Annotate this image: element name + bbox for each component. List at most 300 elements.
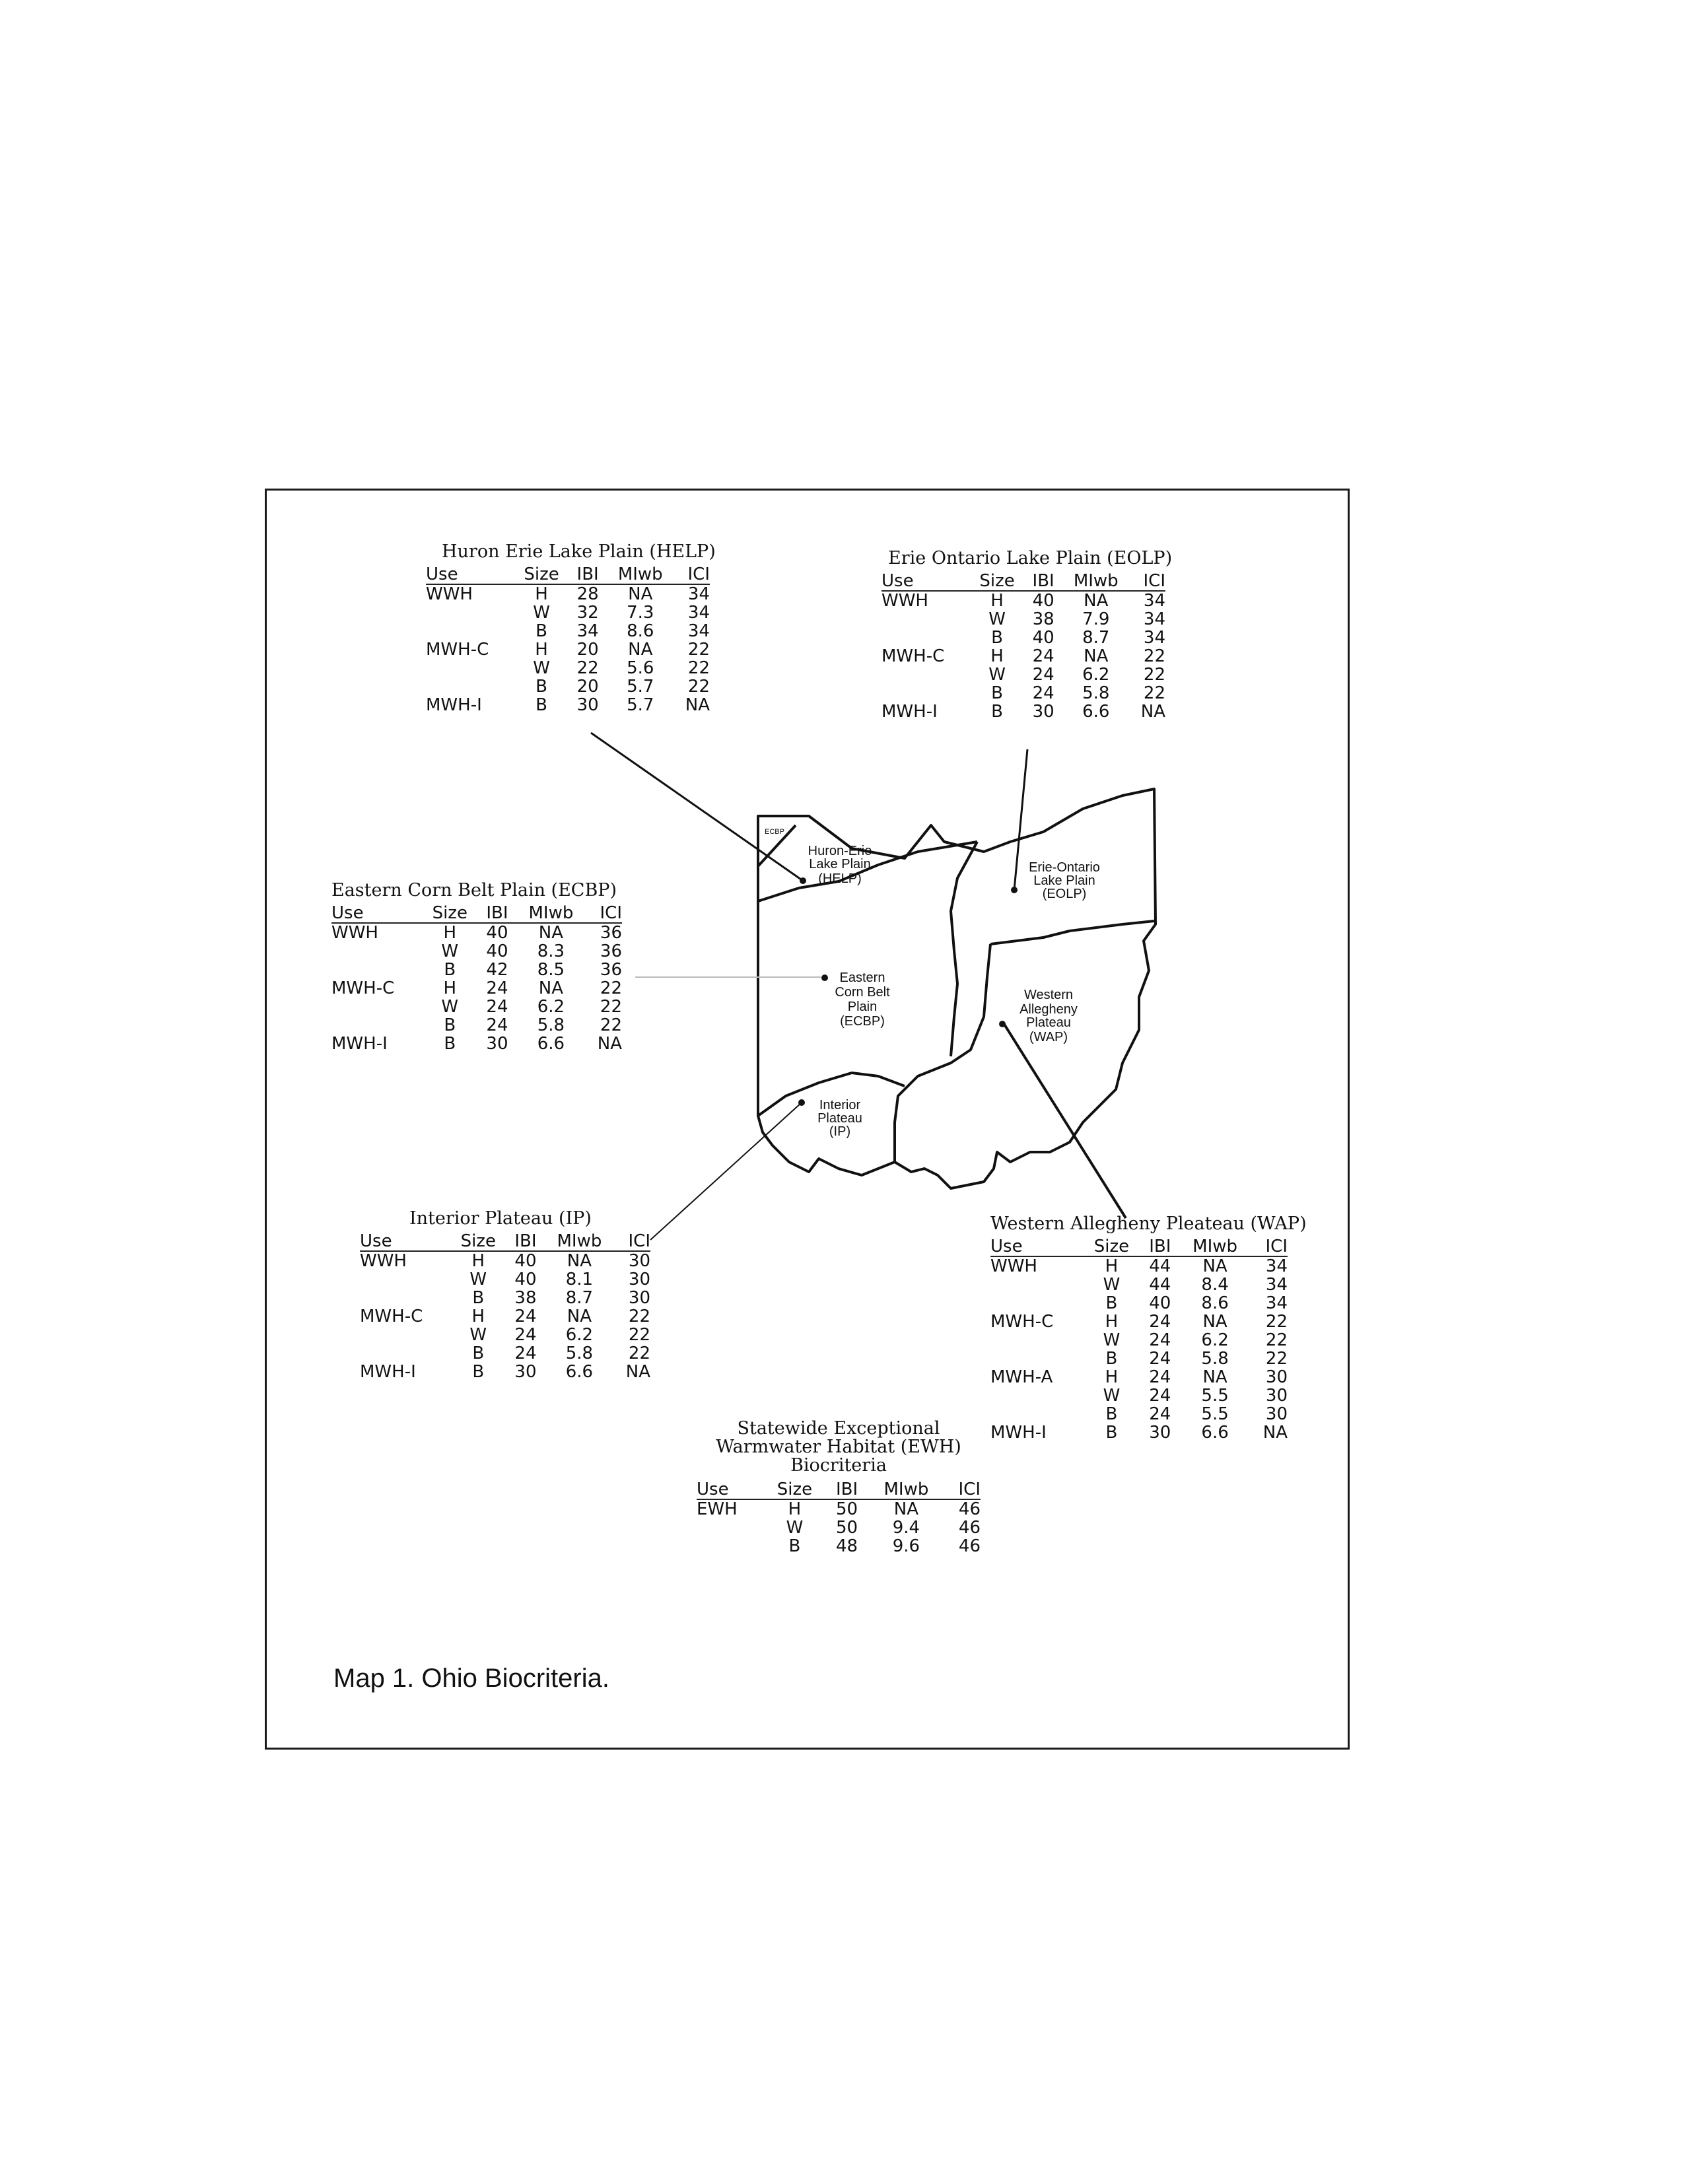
wap-boundary bbox=[895, 944, 990, 1162]
ecbp-title: Eastern Corn Belt Plain (ECBP) bbox=[331, 880, 617, 901]
cell-ici: 34 bbox=[1143, 591, 1165, 611]
cell-use: WWH bbox=[426, 584, 473, 604]
table-row bbox=[881, 684, 1165, 702]
wap-label-3: Plateau bbox=[1026, 1015, 1071, 1030]
cell-use bbox=[881, 684, 973, 702]
cell-ibi: 38 bbox=[514, 1288, 537, 1308]
cell-size: H bbox=[471, 1251, 485, 1271]
table-row bbox=[360, 1344, 650, 1363]
cell-size: B bbox=[991, 683, 1003, 703]
cell-size: H bbox=[535, 584, 548, 604]
wap-table-block bbox=[990, 1215, 1307, 1442]
wap-table bbox=[990, 1237, 1288, 1442]
table-row bbox=[360, 1289, 650, 1307]
cell-size: H bbox=[443, 978, 457, 998]
cell-ici: 22 bbox=[1143, 665, 1165, 685]
cell-ici: 30 bbox=[1265, 1386, 1288, 1406]
cell-ibi: 50 bbox=[836, 1518, 858, 1538]
cell-miwb: 6.6 bbox=[1201, 1423, 1229, 1443]
cell-ici: 22 bbox=[628, 1307, 650, 1326]
ecbp-label-2: Corn Belt bbox=[835, 985, 890, 1000]
cell-ici: 36 bbox=[600, 941, 622, 961]
ewh-table bbox=[697, 1480, 981, 1555]
table-row bbox=[881, 629, 1165, 647]
cell-ibi: 48 bbox=[836, 1536, 858, 1556]
cell-size: H bbox=[1105, 1367, 1119, 1387]
header-use: Use bbox=[426, 565, 517, 584]
cell-miwb: 8.1 bbox=[565, 1270, 594, 1289]
cell-ibi: 30 bbox=[576, 695, 599, 715]
table-row bbox=[360, 1251, 650, 1270]
cell-miwb: NA bbox=[538, 978, 564, 998]
cell-use bbox=[331, 1016, 425, 1035]
cell-size: B bbox=[1105, 1293, 1118, 1313]
ewh-title-line-1: Statewide Exceptional bbox=[737, 1418, 940, 1439]
cell-size: B bbox=[472, 1344, 485, 1363]
cell-size: B bbox=[536, 677, 547, 697]
cell-size: B bbox=[1105, 1423, 1118, 1443]
cell-ibi: 24 bbox=[1032, 646, 1054, 666]
cell-ibi: 24 bbox=[1149, 1312, 1171, 1332]
cell-ici: 22 bbox=[600, 1015, 622, 1035]
cell-miwb: NA bbox=[1202, 1367, 1227, 1387]
cell-use: WWH bbox=[881, 591, 928, 611]
cell-use bbox=[990, 1349, 1086, 1368]
cell-size: B bbox=[536, 695, 547, 715]
table-row bbox=[331, 923, 622, 942]
cell-miwb: 6.6 bbox=[537, 1034, 565, 1054]
table-row bbox=[331, 979, 622, 998]
table-row bbox=[331, 998, 622, 1016]
cell-use bbox=[360, 1344, 454, 1363]
cell-miwb: 9.6 bbox=[892, 1536, 920, 1556]
cell-miwb: 8.3 bbox=[537, 941, 565, 961]
cell-size: B bbox=[991, 702, 1003, 722]
table-row bbox=[426, 659, 710, 677]
cell-ibi: 50 bbox=[836, 1499, 858, 1519]
cell-ici: 22 bbox=[1143, 646, 1165, 666]
cell-size: W bbox=[1103, 1330, 1121, 1350]
header-ici: ICI bbox=[617, 1232, 650, 1251]
cell-miwb: 6.6 bbox=[565, 1362, 594, 1382]
cell-use: MWH-A bbox=[990, 1367, 1053, 1387]
cell-use: MWH-I bbox=[990, 1423, 1047, 1443]
cell-ici: 22 bbox=[628, 1344, 650, 1363]
cell-ici: 22 bbox=[1265, 1349, 1288, 1369]
cell-ici: 36 bbox=[600, 923, 622, 943]
ip-title: Interior Plateau (IP) bbox=[409, 1208, 592, 1229]
cell-miwb: 8.4 bbox=[1201, 1275, 1229, 1295]
table-row bbox=[990, 1256, 1288, 1276]
table-row bbox=[360, 1307, 650, 1326]
table-row bbox=[990, 1313, 1288, 1331]
cell-ibi: 20 bbox=[576, 677, 599, 697]
cell-use bbox=[990, 1294, 1086, 1313]
cell-size: B bbox=[788, 1536, 801, 1556]
cell-size: W bbox=[988, 609, 1006, 629]
cell-miwb: NA bbox=[567, 1251, 592, 1271]
cell-use: MWH-C bbox=[990, 1312, 1054, 1332]
header-size: Size bbox=[1086, 1237, 1144, 1256]
cell-ibi: 24 bbox=[514, 1307, 537, 1326]
cell-ibi: 44 bbox=[1149, 1275, 1171, 1295]
cell-use: MWH-C bbox=[331, 978, 395, 998]
table-row bbox=[881, 591, 1165, 610]
cell-ibi: 24 bbox=[486, 978, 508, 998]
table-row bbox=[697, 1519, 981, 1537]
header-use: Use bbox=[697, 1480, 767, 1499]
ewh-title-line-2: Warmwater Habitat (EWH) bbox=[716, 1437, 961, 1457]
cell-size: H bbox=[535, 640, 548, 660]
cell-miwb: NA bbox=[628, 640, 653, 660]
cell-ibi: 42 bbox=[486, 960, 508, 980]
header-ibi: IBI bbox=[1028, 572, 1066, 591]
wap-leader-line bbox=[1004, 1023, 1126, 1218]
cell-use bbox=[426, 677, 517, 696]
cell-use: WWH bbox=[360, 1251, 407, 1271]
cell-ici: 22 bbox=[1143, 683, 1165, 703]
header-size: Size bbox=[454, 1232, 510, 1251]
cell-miwb: 8.6 bbox=[627, 621, 654, 641]
eolp-label-2: Lake Plain bbox=[1033, 873, 1095, 888]
cell-ibi: 24 bbox=[1149, 1349, 1171, 1369]
ecbp-label-3: Plain bbox=[847, 1000, 878, 1014]
cell-use: EWH bbox=[697, 1499, 738, 1519]
cell-miwb: 8.7 bbox=[565, 1288, 594, 1308]
cell-size: H bbox=[443, 923, 457, 943]
cell-use: MWH-I bbox=[360, 1362, 416, 1382]
cell-use bbox=[331, 942, 425, 961]
cell-use: MWH-C bbox=[426, 640, 489, 660]
cell-use: MWH-C bbox=[360, 1307, 423, 1326]
help-label-3: (HELP) bbox=[818, 871, 862, 886]
cell-ibi: 24 bbox=[514, 1344, 537, 1363]
help-title: Huron Erie Lake Plain (HELP) bbox=[442, 541, 716, 562]
cell-size: H bbox=[1105, 1256, 1119, 1276]
cell-ici: NA bbox=[685, 695, 710, 715]
header-ibi: IBI bbox=[829, 1480, 872, 1499]
cell-use bbox=[990, 1405, 1086, 1423]
header-miwb: MIwb bbox=[872, 1480, 948, 1499]
cell-ici: 22 bbox=[628, 1325, 650, 1345]
cell-use bbox=[426, 603, 517, 622]
cell-ici: 34 bbox=[1265, 1275, 1288, 1295]
cell-ici: 30 bbox=[628, 1288, 650, 1308]
table-row bbox=[426, 696, 710, 714]
cell-ibi: 40 bbox=[1149, 1293, 1171, 1313]
header-miwb: MIwb bbox=[610, 565, 677, 584]
cell-ibi: 24 bbox=[1149, 1367, 1171, 1387]
cell-ici: 22 bbox=[687, 677, 710, 697]
cell-ibi: 24 bbox=[514, 1325, 537, 1345]
cell-size: B bbox=[444, 1015, 456, 1035]
cell-size: W bbox=[533, 658, 550, 678]
cell-ici: 34 bbox=[1143, 628, 1165, 648]
ip-leader-line bbox=[650, 1103, 802, 1240]
cell-size: B bbox=[1105, 1404, 1118, 1424]
cell-use bbox=[426, 659, 517, 677]
header-size: Size bbox=[973, 572, 1027, 591]
cell-size: B bbox=[472, 1362, 485, 1382]
cell-size: W bbox=[441, 997, 459, 1017]
table-row bbox=[331, 1016, 622, 1035]
header-ibi: IBI bbox=[481, 904, 520, 923]
cell-size: B bbox=[1105, 1349, 1118, 1369]
header-size: Size bbox=[767, 1480, 829, 1499]
table-row bbox=[881, 610, 1165, 629]
eolp-title: Erie Ontario Lake Plain (EOLP) bbox=[888, 548, 1173, 568]
cell-ibi: 24 bbox=[486, 997, 508, 1017]
cell-ibi: 38 bbox=[1032, 609, 1054, 629]
ip-label-2: Plateau bbox=[817, 1111, 862, 1126]
table-row bbox=[697, 1499, 981, 1519]
cell-ici: 34 bbox=[1265, 1256, 1288, 1276]
cell-ibi: 32 bbox=[576, 603, 599, 623]
table-row bbox=[426, 584, 710, 603]
cell-miwb: 5.8 bbox=[537, 1015, 565, 1035]
cell-miwb: 7.3 bbox=[627, 603, 654, 623]
eolp-table bbox=[881, 572, 1165, 721]
cell-miwb: 8.6 bbox=[1201, 1293, 1229, 1313]
cell-ibi: 40 bbox=[514, 1270, 537, 1289]
cell-use bbox=[697, 1519, 767, 1537]
cell-size: H bbox=[990, 591, 1004, 611]
cell-size: W bbox=[786, 1518, 804, 1538]
cell-miwb: 6.6 bbox=[1082, 702, 1110, 722]
table-row bbox=[990, 1294, 1288, 1313]
table-row bbox=[331, 961, 622, 979]
table-row bbox=[990, 1276, 1288, 1294]
ecbp-label-1: Eastern bbox=[839, 971, 885, 985]
cell-ici: 46 bbox=[958, 1536, 981, 1556]
ip-table-block bbox=[360, 1210, 650, 1381]
table-row bbox=[990, 1368, 1288, 1386]
cell-miwb: 5.6 bbox=[627, 658, 654, 678]
cell-use bbox=[360, 1270, 454, 1289]
cell-ibi: 30 bbox=[1149, 1423, 1171, 1443]
cell-ibi: 40 bbox=[1032, 628, 1054, 648]
cell-ici: 30 bbox=[1265, 1367, 1288, 1387]
cell-miwb: 7.9 bbox=[1082, 609, 1110, 629]
cell-miwb: 6.2 bbox=[537, 997, 565, 1017]
eolp-leader-line bbox=[1014, 749, 1027, 890]
cell-ibi: 22 bbox=[576, 658, 599, 678]
header-miwb: MIwb bbox=[548, 1232, 617, 1251]
header-use: Use bbox=[360, 1232, 454, 1251]
cell-miwb: 6.2 bbox=[1082, 665, 1110, 685]
cell-use: WWH bbox=[990, 1256, 1037, 1276]
cell-miwb: NA bbox=[893, 1499, 919, 1519]
help-label-2: Lake Plain bbox=[809, 857, 871, 871]
cell-ibi: 40 bbox=[514, 1251, 537, 1271]
cell-ibi: 28 bbox=[576, 584, 599, 604]
cell-ibi: 24 bbox=[1149, 1386, 1171, 1406]
cell-miwb: 5.8 bbox=[1082, 683, 1110, 703]
cell-ibi: 40 bbox=[486, 923, 508, 943]
table-row bbox=[331, 1035, 622, 1053]
table-row bbox=[426, 677, 710, 696]
wap-title: Western Allegheny Pleateau (WAP) bbox=[990, 1213, 1307, 1234]
table-row bbox=[426, 640, 710, 659]
table-row bbox=[881, 647, 1165, 665]
table-row bbox=[360, 1326, 650, 1344]
cell-size: W bbox=[441, 941, 459, 961]
table-row bbox=[426, 622, 710, 640]
cell-ici: 34 bbox=[687, 603, 710, 623]
help-leader-line bbox=[591, 733, 803, 881]
cell-use: MWH-C bbox=[881, 646, 945, 666]
table-row bbox=[331, 942, 622, 961]
header-ibi: IBI bbox=[1144, 1237, 1183, 1256]
cell-miwb: NA bbox=[538, 923, 564, 943]
cell-size: W bbox=[1103, 1386, 1121, 1406]
ip-label-3: (IP) bbox=[829, 1124, 851, 1139]
cell-use bbox=[990, 1386, 1086, 1405]
cell-use bbox=[360, 1289, 454, 1307]
table-row bbox=[881, 702, 1165, 721]
cell-ici: 30 bbox=[628, 1251, 650, 1271]
wap-label-4: (WAP) bbox=[1029, 1030, 1068, 1044]
cell-use bbox=[881, 629, 973, 647]
cell-ici: NA bbox=[625, 1362, 650, 1382]
header-ici: ICI bbox=[1133, 572, 1165, 591]
cell-ici: 34 bbox=[687, 621, 710, 641]
cell-use bbox=[360, 1326, 454, 1344]
cell-ici: 34 bbox=[1143, 609, 1165, 629]
cell-miwb: NA bbox=[1202, 1312, 1227, 1332]
cell-miwb: 5.7 bbox=[627, 695, 654, 715]
header-miwb: MIwb bbox=[1183, 1237, 1254, 1256]
cell-ibi: 40 bbox=[1032, 591, 1054, 611]
table-row bbox=[360, 1270, 650, 1289]
cell-ici: 34 bbox=[1265, 1293, 1288, 1313]
table-row bbox=[990, 1405, 1288, 1423]
cell-ici: 46 bbox=[958, 1518, 981, 1538]
ewh-title bbox=[697, 1419, 981, 1475]
cell-ici: 22 bbox=[687, 658, 710, 678]
table-row bbox=[990, 1423, 1288, 1442]
cell-ibi: 24 bbox=[1149, 1330, 1171, 1350]
wap-label-2: Allegheny bbox=[1019, 1002, 1078, 1017]
cell-ici: 46 bbox=[958, 1499, 981, 1519]
ip-table bbox=[360, 1232, 650, 1381]
help-table bbox=[426, 565, 710, 714]
cell-size: W bbox=[988, 665, 1006, 685]
cell-ibi: 44 bbox=[1149, 1256, 1171, 1276]
ewh-title-line-3: Biocriteria bbox=[790, 1455, 887, 1476]
header-use: Use bbox=[990, 1237, 1086, 1256]
cell-size: H bbox=[1105, 1312, 1119, 1332]
cell-miwb: 5.7 bbox=[627, 677, 654, 697]
table-row bbox=[990, 1349, 1288, 1368]
eolp-south-boundary bbox=[990, 921, 1154, 944]
cell-use bbox=[426, 622, 517, 640]
cell-ici: 22 bbox=[687, 640, 710, 660]
cell-ibi: 30 bbox=[1032, 702, 1054, 722]
cell-use bbox=[990, 1276, 1086, 1294]
cell-size: W bbox=[469, 1325, 487, 1345]
table-row bbox=[990, 1331, 1288, 1349]
header-ici: ICI bbox=[589, 904, 622, 923]
cell-miwb: NA bbox=[1084, 646, 1109, 666]
cell-miwb: 5.5 bbox=[1201, 1404, 1229, 1424]
table-row bbox=[360, 1363, 650, 1381]
cell-use bbox=[881, 665, 973, 684]
cell-size: W bbox=[1103, 1275, 1121, 1295]
eolp-label-1: Erie-Ontario bbox=[1029, 860, 1100, 875]
cell-ici: NA bbox=[597, 1034, 622, 1054]
cell-miwb: NA bbox=[628, 584, 653, 604]
ecbp-corner-label: ECBP bbox=[765, 828, 784, 836]
cell-ici: 36 bbox=[600, 960, 622, 980]
cell-size: W bbox=[533, 603, 550, 623]
eolp-boundary bbox=[951, 842, 977, 1056]
cell-ici: NA bbox=[1140, 702, 1165, 722]
header-ici: ICI bbox=[948, 1480, 981, 1499]
ecbp-table-block bbox=[331, 881, 622, 1053]
cell-ibi: 40 bbox=[486, 941, 508, 961]
cell-use: MWH-I bbox=[426, 695, 482, 715]
header-miwb: MIwb bbox=[520, 904, 589, 923]
cell-size: W bbox=[469, 1270, 487, 1289]
cell-ici: NA bbox=[1262, 1423, 1288, 1443]
help-label-1: Huron-Erie bbox=[808, 844, 872, 858]
cell-miwb: 8.5 bbox=[537, 960, 565, 980]
table-row bbox=[881, 665, 1165, 684]
help-table-block bbox=[426, 543, 716, 714]
table-row bbox=[697, 1537, 981, 1555]
cell-size: B bbox=[472, 1288, 485, 1308]
header-ibi: IBI bbox=[572, 565, 610, 584]
cell-miwb: NA bbox=[1084, 591, 1109, 611]
cell-ici: 22 bbox=[1265, 1330, 1288, 1350]
cell-use bbox=[881, 610, 973, 629]
header-ici: ICI bbox=[1254, 1237, 1288, 1256]
cell-use: MWH-I bbox=[331, 1034, 388, 1054]
cell-ibi: 24 bbox=[486, 1015, 508, 1035]
table-row bbox=[990, 1386, 1288, 1405]
cell-size: B bbox=[991, 628, 1003, 648]
header-size: Size bbox=[425, 904, 481, 923]
eolp-label-3: (EOLP) bbox=[1042, 887, 1087, 901]
cell-miwb: NA bbox=[1202, 1256, 1227, 1276]
cell-use: MWH-I bbox=[881, 702, 938, 722]
cell-miwb: 8.7 bbox=[1082, 628, 1110, 648]
cell-ibi: 30 bbox=[486, 1034, 508, 1054]
cell-use bbox=[990, 1331, 1086, 1349]
cell-use: WWH bbox=[331, 923, 378, 943]
cell-miwb: 9.4 bbox=[892, 1518, 920, 1538]
wap-label-1: Western bbox=[1023, 988, 1074, 1002]
ecbp-table bbox=[331, 904, 622, 1053]
cell-size: H bbox=[471, 1307, 485, 1326]
cell-miwb: 6.2 bbox=[565, 1325, 594, 1345]
cell-size: H bbox=[990, 646, 1004, 666]
ewh-table-block bbox=[697, 1419, 981, 1555]
cell-size: B bbox=[444, 1034, 456, 1054]
cell-miwb: 6.2 bbox=[1201, 1330, 1229, 1350]
cell-use bbox=[697, 1537, 767, 1555]
map-caption: Map 1. Ohio Biocriteria. bbox=[333, 1664, 609, 1693]
cell-size: B bbox=[536, 621, 547, 641]
header-use: Use bbox=[881, 572, 973, 591]
header-size: Size bbox=[517, 565, 572, 584]
cell-ibi: 24 bbox=[1149, 1404, 1171, 1424]
cell-ici: 22 bbox=[1265, 1312, 1288, 1332]
cell-ici: 22 bbox=[600, 978, 622, 998]
cell-ici: 22 bbox=[600, 997, 622, 1017]
cell-ibi: 24 bbox=[1032, 665, 1054, 685]
